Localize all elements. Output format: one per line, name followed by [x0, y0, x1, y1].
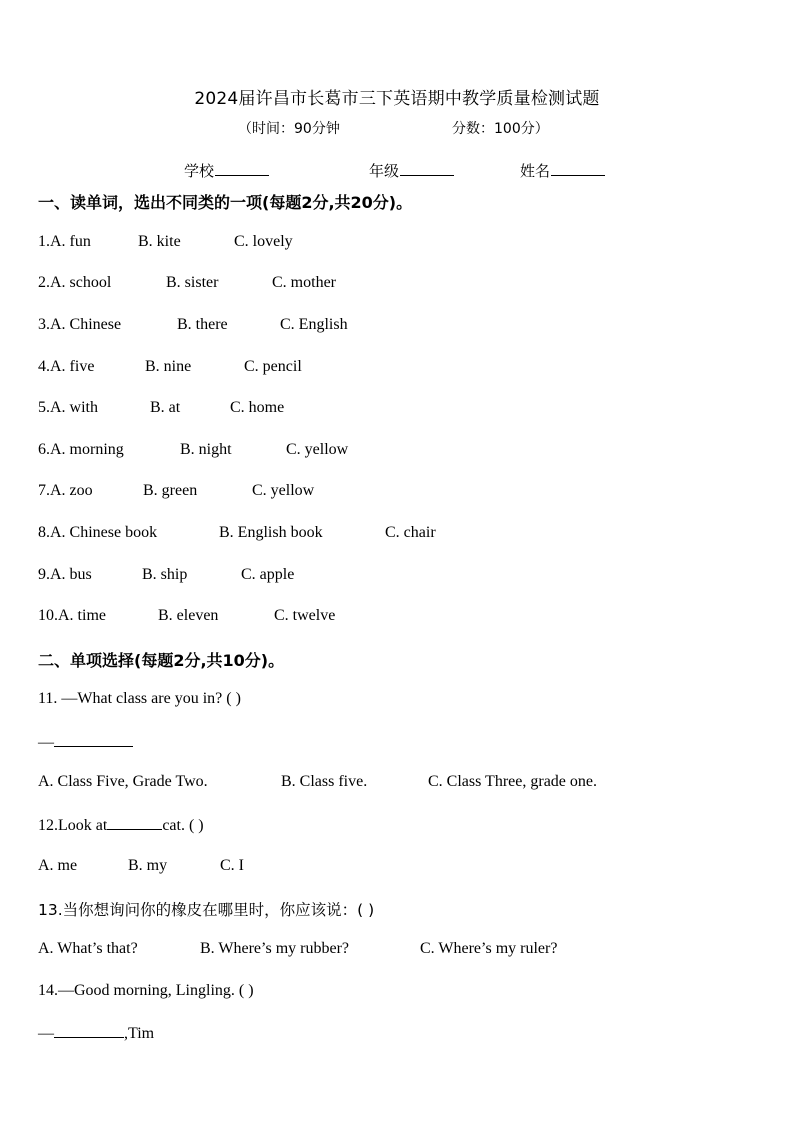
- option-b: B. my: [128, 857, 168, 874]
- name-field: [520, 160, 605, 181]
- option-a: A. Chinese: [50, 316, 122, 333]
- question-number: 8.: [38, 524, 50, 541]
- option-a: A. time: [58, 607, 106, 624]
- option-c: C. English: [280, 316, 348, 333]
- question-row: [38, 233, 293, 251]
- question-11: 11. —What class are you in? ( ): [38, 690, 241, 707]
- option-b: B. Where’s my rubber?: [200, 940, 349, 957]
- question-row: [38, 566, 294, 584]
- question-row: [38, 441, 348, 459]
- question-number: 7.: [38, 482, 50, 499]
- answer-text: ,Tim: [124, 1025, 155, 1042]
- name-label: 姓名: [520, 162, 551, 180]
- question-number: 6.: [38, 441, 50, 458]
- question-number: 2.: [38, 274, 50, 291]
- option-c: C. mother: [272, 274, 336, 291]
- option-c: C. home: [230, 399, 285, 416]
- name-blank: [551, 161, 605, 176]
- question-number: 9.: [38, 566, 50, 583]
- answer-blank: [107, 815, 162, 830]
- option-b: B. kite: [138, 233, 181, 250]
- option-b: B. sister: [166, 274, 219, 291]
- question-number: 3.: [38, 316, 50, 333]
- answer-dash: —: [38, 1025, 54, 1042]
- question-row: [38, 358, 302, 376]
- question-text: 12.Look at: [38, 817, 108, 834]
- question-row: [38, 316, 348, 334]
- option-c: C. I: [220, 857, 244, 874]
- question-row: [38, 940, 557, 958]
- option-c: C. twelve: [274, 607, 336, 624]
- grade-label: 年级: [369, 162, 400, 180]
- option-b: B. nine: [145, 358, 192, 375]
- grade-blank: [400, 161, 454, 176]
- question-12: [38, 815, 204, 835]
- answer-dash: —: [38, 734, 54, 751]
- option-b: B. eleven: [158, 607, 219, 624]
- school-field: [184, 160, 269, 181]
- question-number: 5.: [38, 399, 50, 416]
- option-c: C. yellow: [286, 441, 349, 458]
- exam-score: 分数：100分）: [452, 121, 549, 137]
- question-row: [38, 524, 436, 542]
- section1-title: 一、读单词，选出不同类的一项(每题2分,共20分)。: [38, 193, 413, 212]
- question-row: [38, 607, 335, 625]
- question-text: cat. ( ): [162, 817, 204, 834]
- question-row: [38, 773, 597, 791]
- question-row: [38, 399, 284, 417]
- option-b: B. green: [143, 482, 198, 499]
- option-c: C. chair: [385, 524, 436, 541]
- answer-blank: [54, 732, 133, 747]
- option-a: A. fun: [50, 233, 91, 250]
- option-c: C. lovely: [234, 233, 293, 250]
- option-c: C. pencil: [244, 358, 302, 375]
- option-a: A. morning: [50, 441, 124, 458]
- option-c: C. yellow: [252, 482, 315, 499]
- question-number: 1.: [38, 233, 50, 250]
- question-row: [38, 482, 314, 500]
- option-b: B. ship: [142, 566, 188, 583]
- section2-title: 二、单项选择(每题2分,共10分)。: [38, 651, 285, 670]
- option-a: A. five: [50, 358, 95, 375]
- option-b: B. there: [177, 316, 228, 333]
- question-number: 4.: [38, 358, 50, 375]
- option-a: A. Chinese book: [50, 524, 158, 541]
- option-a: A. bus: [50, 566, 92, 583]
- option-b: B. night: [180, 441, 232, 458]
- option-c: C. apple: [241, 566, 295, 583]
- option-b: B. at: [150, 399, 181, 416]
- school-blank: [215, 161, 269, 176]
- grade-field: [369, 160, 454, 181]
- answer-line: [38, 732, 133, 752]
- exam-title: 2024届许昌市长葛市三下英语期中教学质量检测试题: [194, 89, 600, 109]
- option-a: A. me: [38, 857, 78, 874]
- answer-blank: [54, 1023, 124, 1038]
- option-b: B. Class five.: [281, 773, 368, 790]
- question-number: 10.: [38, 607, 58, 624]
- question-14: 14.—Good morning, Lingling. ( ): [38, 982, 254, 999]
- option-a: A. school: [50, 274, 112, 291]
- question-row: [38, 857, 244, 875]
- question-13: 13.当你想询问你的橡皮在哪里时，你应该说：( ): [38, 901, 375, 919]
- exam-time: （时间：90分钟: [238, 121, 340, 137]
- option-b: B. English book: [219, 524, 323, 541]
- option-a: A. with: [50, 399, 98, 416]
- option-a: A. zoo: [50, 482, 93, 499]
- option-a: A. Class Five, Grade Two.: [38, 773, 208, 790]
- option-a: A. What’s that?: [38, 940, 138, 957]
- answer-line: [38, 1023, 154, 1043]
- option-c: C. Where’s my ruler?: [420, 940, 558, 957]
- school-label: 学校: [184, 162, 215, 180]
- option-c: C. Class Three, grade one.: [428, 773, 597, 790]
- question-row: [38, 274, 336, 292]
